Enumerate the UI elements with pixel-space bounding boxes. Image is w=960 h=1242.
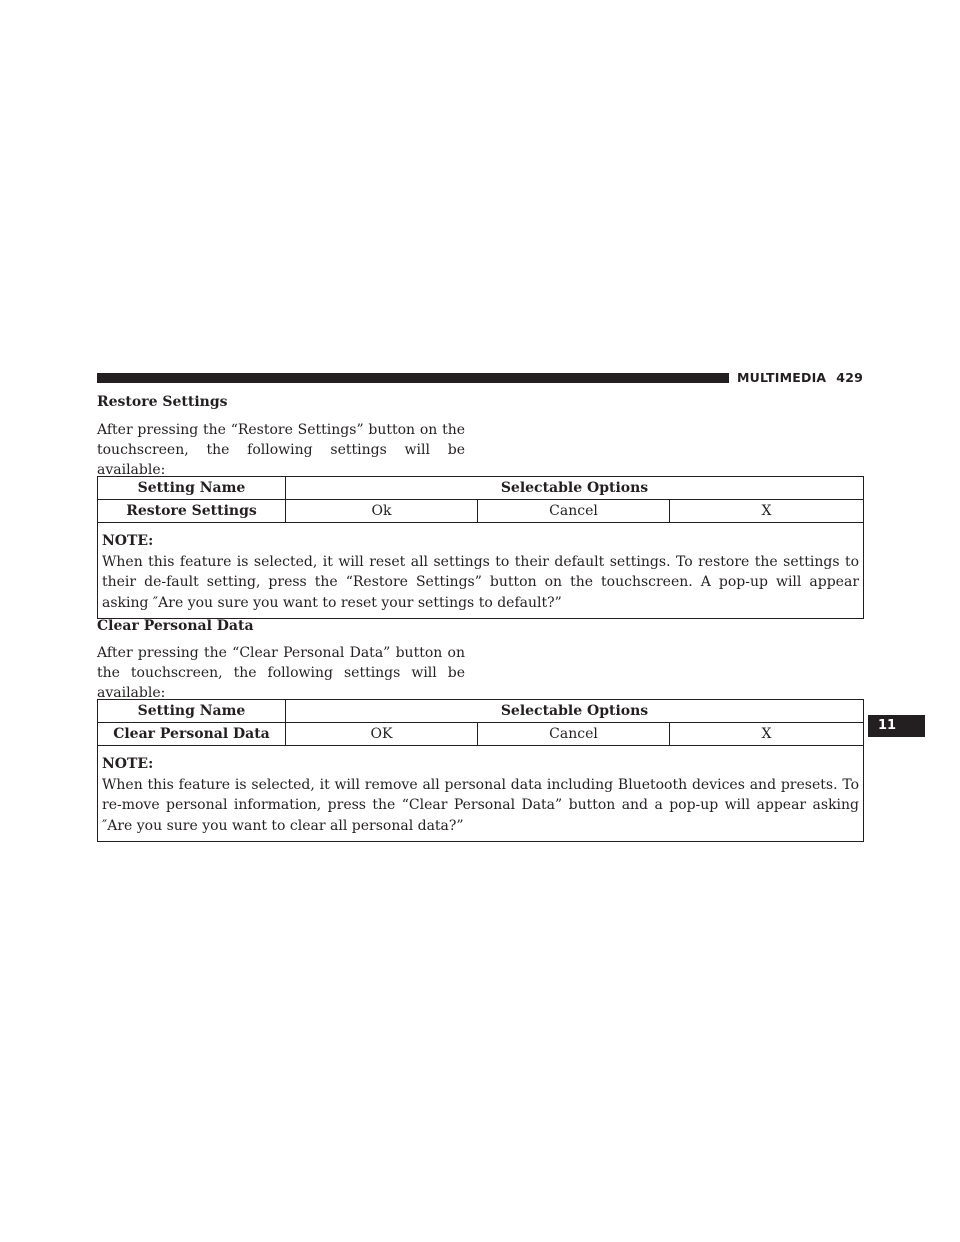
restore-settings-table [97,476,864,619]
note-cell [98,746,864,842]
option-cancel: Cancel [478,723,670,746]
header-rule [97,373,737,383]
setting-row-name: Restore Settings [98,500,286,523]
clear-personal-data-table [97,699,864,842]
section-title-restore-settings: Restore Settings [97,394,228,410]
intro-paragraph-restore-settings: After pressing the “Restore Settings” button on the touchscreen, the following settings will be available: [97,422,465,478]
header-section-title: MULTIMEDIA [736,370,827,385]
column-header-setting-name: Setting Name [98,700,286,723]
note-text: When this feature is selected, it will reset all settings to their default settings. To restore the settings to their de-fault setting, press the “Restore Settings” button on the touchscreen. A pop-up will appear asking ″Are you sure you want to reset your settings to default?” [102,553,860,611]
option-x: X [670,500,864,523]
note-label: NOTE: [102,533,154,549]
note-cell [98,523,864,619]
note-text: When this feature is selected, it will remove all personal data including Bluetooth devices and presets. To re-move personal information, press the “Clear Personal Data” button and a pop-up will appear asking ″Are you sure you want to clear all personal data?” [102,776,860,834]
column-header-setting-name: Setting Name [98,477,286,500]
page-number: 429 [836,370,863,385]
intro-paragraph-clear-personal-data: After pressing the “Clear Personal Data” button on the touchscreen, the following settings will be available: [97,645,465,701]
column-header-selectable-options: Selectable Options [286,700,864,723]
running-header [729,370,863,386]
section-title-clear-personal-data: Clear Personal Data [97,618,254,634]
option-ok: OK [286,723,478,746]
setting-row-name: Clear Personal Data [98,723,286,746]
option-x: X [670,723,864,746]
option-cancel: Cancel [478,500,670,523]
note-label: NOTE: [102,756,154,772]
column-header-selectable-options: Selectable Options [286,477,864,500]
option-ok: Ok [286,500,478,523]
chapter-tab: 11 [868,715,925,737]
